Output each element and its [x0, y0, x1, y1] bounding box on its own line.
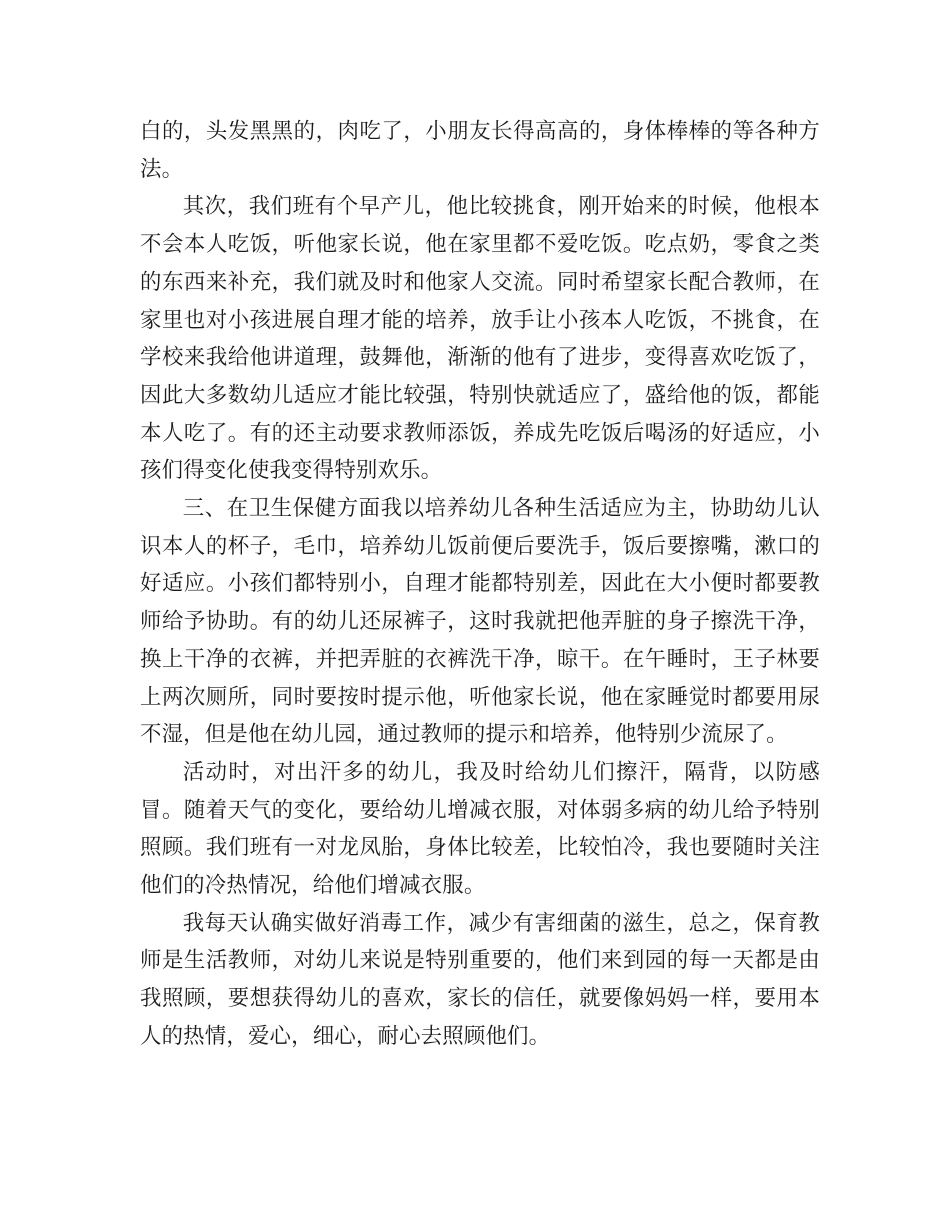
- document-body: [140, 113, 820, 1056]
- paragraph-activity: 活动时，对出汗多的幼儿，我及时给幼儿们擦汗，隔背，以防感冒。随着天气的变化，要给幼儿增减衣服，对体弱多病的幼儿给予特别照顾。我们班有一对龙凤胎，身体比较差，比较怕冷，我也要随时关注他们的冷热情况，给他们增减衣服。: [140, 759, 820, 899]
- paragraph-hygiene: 三、在卫生保健方面我以培养幼儿各种生活适应为主，协助幼儿认识本人的杯子，毛巾，培养幼儿饭前便后要洗手，饭后要擦嘴，漱口的好适应。小孩们都特别小，自理才能都特别差，因此在大小便时都要教师给予协助。有的幼儿还尿裤子，这时我就把他弄脏的身子擦洗干净，换上干净的衣裤，并把弄脏的衣裤洗干净，晾干。在午睡时，王子林要上两次厕所，同时要按时提示他，听他家长说，他在家睡觉时都要用尿不湿，但是他在幼儿园，通过教师的提示和培养，他特别少流尿了。: [140, 496, 820, 748]
- paragraph-picky-eater: 其次，我们班有个早产儿，他比较挑食，刚开始来的时候，他根本不会本人吃饭，听他家长说，他在家里都不爱吃饭。吃点奶，零食之类的东西来补充，我们就及时和他家人交流。同时希望家长配合教师，在家里也对小孩进展自理才能的培养，放手让小孩本人吃饭，不挑食，在学校来我给他讲道理，鼓舞他，渐渐的他有了进步，变得喜欢吃饭了，因此大多数幼儿适应才能比较强，特别快就适应了，盛给他的饭，都能本人吃了。有的还主动要求教师添饭，养成先吃饭后喝汤的好适应，小孩们得变化使我变得特别欢乐。: [140, 194, 820, 484]
- paragraph-disinfection: 我每天认确实做好消毒工作，减少有害细菌的滋生，总之，保育教师是生活教师，对幼儿来说是特别重要的，他们来到园的每一天都是由我照顾，要想获得幼儿的喜欢，家长的信任，就要像妈妈一样，要用本人的热情，爱心，细心，耐心去照顾他们。: [140, 910, 820, 1049]
- paragraph-continuation: 白的，头发黑黑的，肉吃了，小朋友长得高高的，身体棒棒的等各种方法。: [140, 119, 820, 182]
